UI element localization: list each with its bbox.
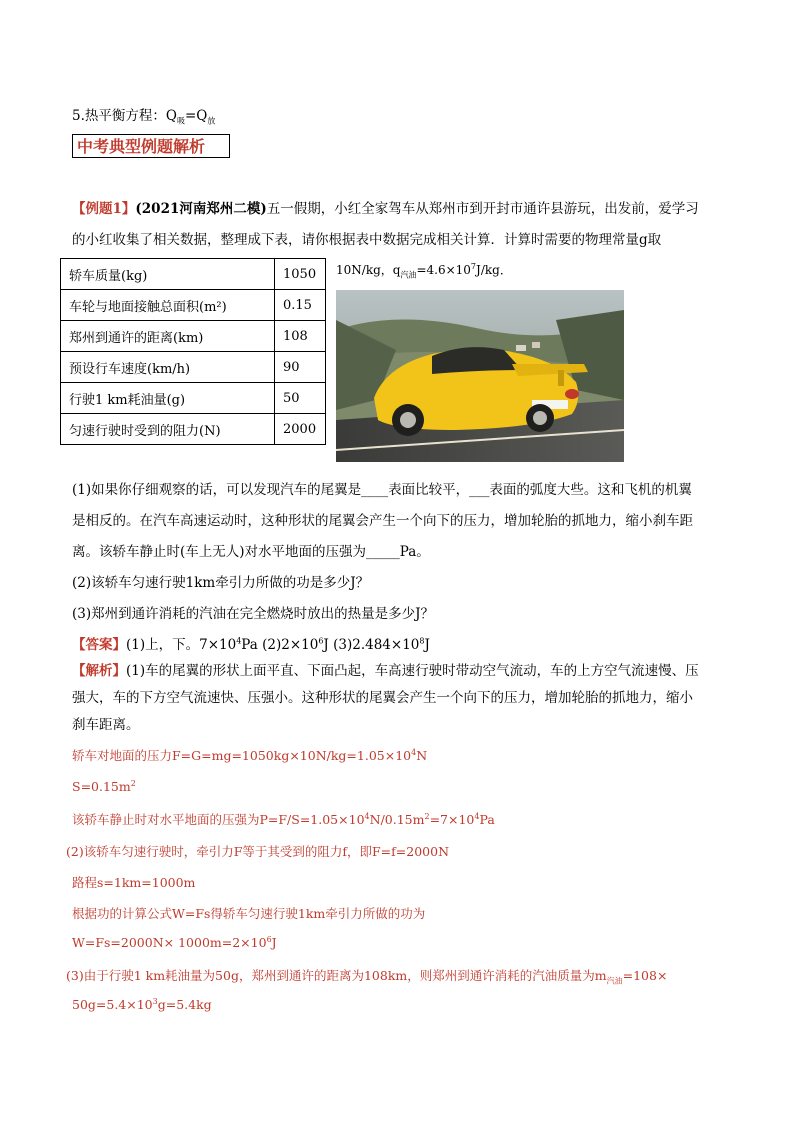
question-1-line-1: (1)如果你仔细观察的话，可以发现汽车的尾翼是____表面比较平，___表面的弧度大些。这和飞机的机翼 [72, 482, 692, 498]
analysis-line-1: 【解析】(1)车的尾翼的形状上面平直、下面凸起，车高速行驶时带动空气流动，车的上方空气流速慢、压 [72, 663, 699, 679]
analysis-force: 轿车对地面的压力$F=G=mg=1050kg\times 10N/kg=1.05\times 10^4N$ [72, 747, 428, 763]
example-intro-line-2: 的小红收集了相关数据，整理成下表，请你根据表中数据完成相关计算．计算时需要的物理常量g取 [72, 232, 662, 248]
example-intro-line-1: 【例题1】(2021河南郑州二模)五一假期，小红全家驾车从郑州市到开封市通许县游玩，出发前，爱学习 [72, 201, 699, 217]
example-source: (2021河南郑州二模) [135, 201, 267, 217]
analysis-traction: (2)该轿车匀速行驶时，牵引力F等于其受到的阻力f，即F=f=2000N [66, 844, 450, 859]
analysis-work-formula: 根据功的计算公式W=Fs得轿车匀速行驶1km牵引力所做的功为 [72, 906, 426, 921]
car-photo [336, 290, 624, 462]
analysis-fuel-line-2: $50g=5.4\times 10^3g=5.4kg$ [72, 997, 212, 1013]
constants-line: 10N/kg，$q_{汽油}=4.6\times 10^7J/kg$． [336, 262, 512, 280]
question-2: (2)该轿车匀速行驶1km牵引力所做的功是多少J？ [72, 575, 370, 591]
car-data-table [60, 258, 326, 445]
analysis-line-3: 刹车距离。 [72, 717, 140, 733]
table-row: 匀速行驶时受到的阻力(N) 2000 [61, 414, 326, 445]
question-1-line-2: 是相反的。在汽车高速运动时，这种形状的尾翼会产生一个向下的压力，增加轮胎的抓地力，缩小刹车距 [72, 513, 693, 529]
table-row: 行驶1 km耗油量(g) 50 [61, 383, 326, 414]
analysis-work: $W=Fs=2000N\times 1000m=2\times 10^6J$ [72, 935, 277, 951]
table-row: 郑州到通许的距离(km) 108 [61, 321, 326, 352]
question-3: (3)郑州到通许消耗的汽油在完全燃烧时放出的热量是多少J？ [72, 606, 435, 622]
answer-label: 【答案】 [72, 637, 126, 653]
analysis-fuel-line-1: (3)由于行驶1 km耗油量为50g，郑州到通许的距离为108km，则郑州到通许消耗的汽油质量为$m_{汽油}=108\times$ [66, 968, 668, 986]
table-row: 轿车质量(kg) 1050 [61, 259, 326, 290]
section-title: 中考典型例题解析 [72, 134, 230, 158]
example-label: 【例题1】 [72, 201, 136, 217]
analysis-label: 【解析】 [72, 663, 126, 679]
table-row: 车轮与地面接触总面积(m²) 0.15 [61, 290, 326, 321]
analysis-distance: 路程s=1km=1000m [72, 875, 196, 890]
car-illustration [336, 290, 624, 462]
answer-line: 【答案】(1)上，下。$7\times 10^4Pa$ $(2)2\times 10^6J$ $(3)2.484\times 10^8J$ [72, 636, 430, 653]
heat-balance-equation: 5.热平衡方程：$Q_吸=Q_放$ [72, 108, 216, 126]
analysis-line-2: 强大，车的下方空气流速快、压强小。这种形状的尾翼会产生一个向下的压力，增加轮胎的抓地力，缩小 [72, 690, 693, 706]
analysis-pressure: 该轿车静止时对水平地面的压强为$P=F/S=1.05\times 10^4N/0.15m^2=7\times 10^4Pa$ [72, 811, 495, 827]
analysis-area: $S=0.15m^2$ [72, 779, 136, 795]
question-1-line-3: 离。该轿车静止时(车上无人)对水平地面的压强为_____Pa。 [72, 544, 430, 560]
table-row: 预设行车速度(km/h) 90 [61, 352, 326, 383]
